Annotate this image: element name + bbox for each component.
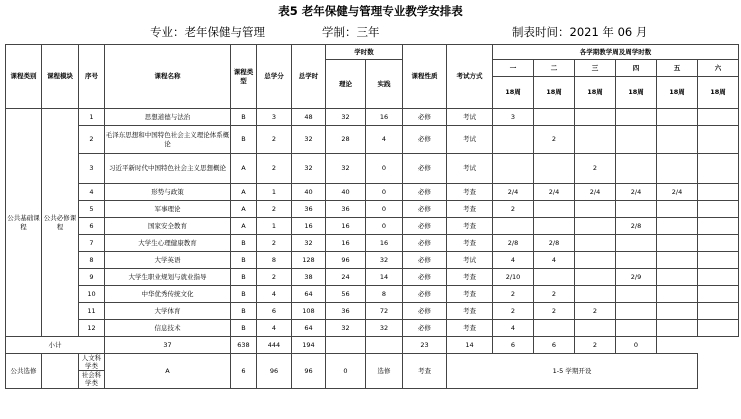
cell-hours: 36 xyxy=(292,201,326,218)
cell-practice: 14 xyxy=(366,269,403,286)
cell-s4 xyxy=(616,252,657,269)
cell-theory: 36 xyxy=(326,303,366,320)
cell-theory: 28 xyxy=(326,126,366,154)
subtotal-label: 小计 xyxy=(6,337,105,354)
cell-s6 xyxy=(698,320,739,337)
cell-s1: 3 xyxy=(493,109,534,126)
cell-s2: 2 xyxy=(534,286,575,303)
cell-s6 xyxy=(698,154,739,184)
cell-practice: 0 xyxy=(366,218,403,235)
cell-s2: 2/8 xyxy=(534,235,575,252)
elective-no-cell xyxy=(42,354,79,389)
course-rows xyxy=(6,109,739,337)
category-cell: 公共基础课程 xyxy=(6,109,42,337)
cell-s1 xyxy=(493,126,534,154)
cell-practice: 16 xyxy=(366,235,403,252)
hours-group-header: 学时数 xyxy=(326,45,403,60)
table-row xyxy=(6,109,739,126)
cell-s1: 2/4 xyxy=(493,184,534,201)
cell-type: B xyxy=(231,252,257,269)
cell-exam: 考试 xyxy=(447,109,493,126)
subtotal-s2: 14 xyxy=(447,337,493,354)
subtotal-s4: 6 xyxy=(534,337,575,354)
teaching-schedule-table xyxy=(5,44,739,389)
cell-nature: 必修 xyxy=(403,286,447,303)
cell-exam: 考查 xyxy=(447,320,493,337)
cell-s6 xyxy=(698,235,739,252)
cell-type: B xyxy=(231,269,257,286)
cell-s2 xyxy=(534,154,575,184)
cell-practice: 4 xyxy=(366,126,403,154)
table-row xyxy=(6,218,739,235)
cell-practice: 0 xyxy=(366,184,403,201)
cell-s2 xyxy=(534,218,575,235)
cell-s5 xyxy=(657,303,698,320)
cell-practice: 16 xyxy=(366,109,403,126)
cell-type: B xyxy=(231,320,257,337)
cell-no: 8 xyxy=(79,252,105,269)
subtotal-theory: 444 xyxy=(257,337,292,354)
exam-header: 考试方式 xyxy=(447,45,493,109)
cell-s6 xyxy=(698,126,739,154)
cell-name: 中华优秀传统文化 xyxy=(105,286,231,303)
cell-s4 xyxy=(616,286,657,303)
elective-course-2: 社会科学类 xyxy=(79,371,105,388)
cell-hours: 64 xyxy=(292,286,326,303)
subtotal-exam xyxy=(366,337,403,354)
cell-name: 大学生心理健康教育 xyxy=(105,235,231,252)
cell-exam: 考查 xyxy=(447,235,493,252)
cell-no: 1 xyxy=(79,109,105,126)
semester-group-header: 各学期教学周及周学时数 xyxy=(493,45,739,60)
cell-s4: 2/8 xyxy=(616,218,657,235)
cell-exam: 考查 xyxy=(447,286,493,303)
cell-theory: 24 xyxy=(326,269,366,286)
cell-no: 5 xyxy=(79,201,105,218)
cell-credits: 4 xyxy=(257,286,292,303)
elective-semester-note: 1-5 学期开设 xyxy=(447,354,698,389)
weeks-6-header: 18周 xyxy=(698,77,739,109)
cell-s6 xyxy=(698,218,739,235)
cell-exam: 考试 xyxy=(447,154,493,184)
subtotal-credits: 37 xyxy=(105,337,231,354)
cell-s5 xyxy=(657,269,698,286)
cell-nature: 必修 xyxy=(403,252,447,269)
cell-name: 国家安全教育 xyxy=(105,218,231,235)
subtotal-practice: 194 xyxy=(292,337,326,354)
cell-type: A xyxy=(231,201,257,218)
cell-s6 xyxy=(698,252,739,269)
table-row xyxy=(6,126,739,154)
elective-credits: 6 xyxy=(231,354,257,389)
cell-s4: 2/4 xyxy=(616,184,657,201)
cell-no: 3 xyxy=(79,154,105,184)
weeks-2-header: 18周 xyxy=(534,77,575,109)
cell-exam: 考查 xyxy=(447,218,493,235)
elective-nature: 选修 xyxy=(366,354,403,389)
table-row xyxy=(6,252,739,269)
cell-exam: 考试 xyxy=(447,126,493,154)
cell-credits: 2 xyxy=(257,201,292,218)
cell-s3 xyxy=(575,320,616,337)
cell-practice: 72 xyxy=(366,303,403,320)
cell-name: 思想道德与法治 xyxy=(105,109,231,126)
cell-exam: 考试 xyxy=(447,252,493,269)
cell-s1 xyxy=(493,154,534,184)
table-row xyxy=(6,201,739,218)
cell-theory: 32 xyxy=(326,320,366,337)
table-row xyxy=(6,320,739,337)
table-row xyxy=(6,235,739,252)
cell-practice: 8 xyxy=(366,286,403,303)
table-row xyxy=(6,303,739,320)
subtotal-hours: 638 xyxy=(231,337,257,354)
cell-hours: 32 xyxy=(292,235,326,252)
table-row xyxy=(6,154,739,184)
cell-no: 6 xyxy=(79,218,105,235)
cell-name: 毛泽东思想和中国特色社会主义理论体系概论 xyxy=(105,126,231,154)
elective-theory: 96 xyxy=(292,354,326,389)
cell-exam: 考查 xyxy=(447,303,493,320)
cell-nature: 必修 xyxy=(403,126,447,154)
cell-hours: 108 xyxy=(292,303,326,320)
subtotal-s5: 2 xyxy=(575,337,616,354)
cell-nature: 必修 xyxy=(403,109,447,126)
cell-s1: 4 xyxy=(493,252,534,269)
cell-nature: 必修 xyxy=(403,184,447,201)
cell-theory: 16 xyxy=(326,235,366,252)
cell-s2 xyxy=(534,109,575,126)
cell-hours: 16 xyxy=(292,218,326,235)
cell-hours: 32 xyxy=(292,126,326,154)
cell-exam: 考查 xyxy=(447,184,493,201)
cell-type: B xyxy=(231,286,257,303)
cell-nature: 必修 xyxy=(403,320,447,337)
cell-theory: 36 xyxy=(326,201,366,218)
system-label: 学制：三年 xyxy=(322,25,380,39)
cell-s6 xyxy=(698,184,739,201)
semester-4-header: 四 xyxy=(616,60,657,77)
cell-s6 xyxy=(698,303,739,320)
cell-nature: 必修 xyxy=(403,235,447,252)
semester-2-header: 二 xyxy=(534,60,575,77)
cell-s5 xyxy=(657,235,698,252)
table-row xyxy=(6,269,739,286)
table-row xyxy=(6,286,739,303)
cell-credits: 2 xyxy=(257,154,292,184)
hours-header: 总学时 xyxy=(292,45,326,109)
elective-exam: 考查 xyxy=(403,354,447,389)
cell-s1: 2/8 xyxy=(493,235,534,252)
weeks-1-header: 18周 xyxy=(493,77,534,109)
cell-no: 10 xyxy=(79,286,105,303)
table-row xyxy=(6,184,739,201)
nature-header: 课程性质 xyxy=(403,45,447,109)
subtotal-s6: 0 xyxy=(616,337,657,354)
cell-s5 xyxy=(657,286,698,303)
cell-s3 xyxy=(575,235,616,252)
cell-type: A xyxy=(231,184,257,201)
semester-1-header: 一 xyxy=(493,60,534,77)
cell-name: 大学生职业规划与就业指导 xyxy=(105,269,231,286)
cell-s3 xyxy=(575,286,616,303)
major-label: 专业：老年保健与管理 xyxy=(150,25,265,39)
semester-3-header: 三 xyxy=(575,60,616,77)
cell-s5 xyxy=(657,109,698,126)
subtotal-s3: 6 xyxy=(493,337,534,354)
cell-s3: 2 xyxy=(575,303,616,320)
cell-type: B xyxy=(231,303,257,320)
cell-s6 xyxy=(698,269,739,286)
subtotal-row xyxy=(6,337,739,354)
subtotal-s1: 23 xyxy=(403,337,447,354)
cell-hours: 40 xyxy=(292,184,326,201)
cell-s4 xyxy=(616,126,657,154)
weeks-5-header: 18周 xyxy=(657,77,698,109)
cell-theory: 56 xyxy=(326,286,366,303)
cell-practice: 0 xyxy=(366,154,403,184)
no-header: 序号 xyxy=(79,45,105,109)
cell-theory: 96 xyxy=(326,252,366,269)
cell-s2 xyxy=(534,201,575,218)
cell-name: 大学英语 xyxy=(105,252,231,269)
cell-s1: 2 xyxy=(493,286,534,303)
cell-s2: 2 xyxy=(534,126,575,154)
table-title: 表5 老年保健与管理专业教学安排表 xyxy=(278,4,463,18)
theory-header: 理论 xyxy=(326,60,366,109)
cell-name: 军事理论 xyxy=(105,201,231,218)
cell-hours: 32 xyxy=(292,154,326,184)
cell-s6 xyxy=(698,201,739,218)
cell-credits: 2 xyxy=(257,235,292,252)
cell-s3 xyxy=(575,109,616,126)
cell-credits: 2 xyxy=(257,126,292,154)
cell-s3 xyxy=(575,269,616,286)
cell-s6 xyxy=(698,109,739,126)
cell-s3 xyxy=(575,218,616,235)
elective-module-cell: 公共选修 xyxy=(6,354,42,389)
cell-type: B xyxy=(231,109,257,126)
cell-s2 xyxy=(534,269,575,286)
cell-hours: 48 xyxy=(292,109,326,126)
cell-hours: 64 xyxy=(292,320,326,337)
cell-no: 9 xyxy=(79,269,105,286)
cell-s5 xyxy=(657,126,698,154)
elective-course-1: 人文科学类 xyxy=(79,354,105,371)
cell-s5 xyxy=(657,218,698,235)
cell-practice: 32 xyxy=(366,320,403,337)
cell-s3 xyxy=(575,126,616,154)
module-cell: 公共必修课程 xyxy=(42,109,79,337)
cell-type: B xyxy=(231,235,257,252)
elective-practice: 0 xyxy=(326,354,366,389)
cell-type: A xyxy=(231,154,257,184)
cell-s3 xyxy=(575,201,616,218)
cell-s3: 2/4 xyxy=(575,184,616,201)
name-header: 课程名称 xyxy=(105,45,231,109)
cell-exam: 考查 xyxy=(447,269,493,286)
cell-credits: 3 xyxy=(257,109,292,126)
cell-nature: 必修 xyxy=(403,218,447,235)
semester-5-header: 五 xyxy=(657,60,698,77)
cell-name: 习近平新时代中国特色社会主义思想概论 xyxy=(105,154,231,184)
cell-credits: 4 xyxy=(257,320,292,337)
cell-practice: 32 xyxy=(366,252,403,269)
cell-s5 xyxy=(657,252,698,269)
cell-s3 xyxy=(575,252,616,269)
cell-nature: 必修 xyxy=(403,269,447,286)
cell-s5: 2/4 xyxy=(657,184,698,201)
cell-s4 xyxy=(616,109,657,126)
semester-6-header: 六 xyxy=(698,60,739,77)
cell-nature: 必修 xyxy=(403,201,447,218)
cell-no: 4 xyxy=(79,184,105,201)
elective-type: A xyxy=(105,354,231,389)
header-row-1 xyxy=(6,45,739,60)
module-header: 课程模块 xyxy=(42,45,79,109)
cell-s3: 2 xyxy=(575,154,616,184)
cell-theory: 32 xyxy=(326,109,366,126)
cell-exam: 考查 xyxy=(447,201,493,218)
cell-s1: 2 xyxy=(493,201,534,218)
type-header: 课程类型 xyxy=(231,45,257,109)
cell-s1 xyxy=(493,218,534,235)
cell-s2: 4 xyxy=(534,252,575,269)
cell-s4: 2/9 xyxy=(616,269,657,286)
cell-s2: 2 xyxy=(534,303,575,320)
cell-type: A xyxy=(231,218,257,235)
cell-no: 7 xyxy=(79,235,105,252)
elective-row-1 xyxy=(6,354,739,371)
cell-credits: 8 xyxy=(257,252,292,269)
cell-s4 xyxy=(616,154,657,184)
cell-credits: 1 xyxy=(257,184,292,201)
cell-name: 信息技术 xyxy=(105,320,231,337)
cell-s4 xyxy=(616,303,657,320)
cell-theory: 40 xyxy=(326,184,366,201)
cell-type: B xyxy=(231,126,257,154)
weeks-3-header: 18周 xyxy=(575,77,616,109)
cell-s4 xyxy=(616,201,657,218)
cell-s4 xyxy=(616,320,657,337)
subtotal-nature xyxy=(326,337,366,354)
credits-header: 总学分 xyxy=(257,45,292,109)
cell-name: 形势与政策 xyxy=(105,184,231,201)
cell-credits: 2 xyxy=(257,269,292,286)
category-header: 课程类别 xyxy=(6,45,42,109)
cell-credits: 6 xyxy=(257,303,292,320)
cell-theory: 16 xyxy=(326,218,366,235)
elective-hours: 96 xyxy=(257,354,292,389)
cell-hours: 128 xyxy=(292,252,326,269)
date-label: 制表时间：2021 年 06 月 xyxy=(512,25,648,39)
cell-no: 11 xyxy=(79,303,105,320)
cell-name: 大学体育 xyxy=(105,303,231,320)
cell-s1: 2 xyxy=(493,303,534,320)
cell-credits: 1 xyxy=(257,218,292,235)
cell-nature: 必修 xyxy=(403,154,447,184)
cell-practice: 0 xyxy=(366,201,403,218)
cell-s5 xyxy=(657,154,698,184)
cell-s2: 2/4 xyxy=(534,184,575,201)
cell-no: 2 xyxy=(79,126,105,154)
cell-s2 xyxy=(534,320,575,337)
weeks-4-header: 18周 xyxy=(616,77,657,109)
cell-no: 12 xyxy=(79,320,105,337)
cell-theory: 32 xyxy=(326,154,366,184)
cell-hours: 38 xyxy=(292,269,326,286)
cell-s5 xyxy=(657,320,698,337)
cell-nature: 必修 xyxy=(403,303,447,320)
cell-s1: 4 xyxy=(493,320,534,337)
cell-s1: 2/10 xyxy=(493,269,534,286)
cell-s4 xyxy=(616,235,657,252)
cell-s6 xyxy=(698,286,739,303)
cell-s5 xyxy=(657,201,698,218)
practice-header: 实践 xyxy=(366,60,403,109)
